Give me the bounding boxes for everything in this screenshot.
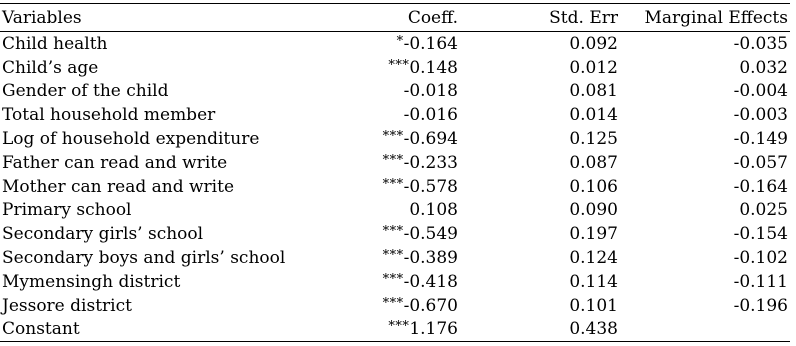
coefficient-cell bbox=[330, 175, 460, 199]
std-err-value: 0.087 bbox=[569, 152, 618, 173]
marginal-effect-value: -0.164 bbox=[733, 176, 788, 197]
significance-stars: *** bbox=[388, 57, 410, 73]
coefficient-cell bbox=[330, 270, 460, 294]
table-row bbox=[0, 246, 790, 270]
regression-results-table bbox=[0, 3, 790, 342]
variable-name: Log of household expenditure bbox=[2, 129, 260, 150]
coefficient-value: 0.148 bbox=[409, 57, 458, 78]
std-err-value: 0.197 bbox=[569, 224, 618, 245]
table-row bbox=[0, 151, 790, 175]
variable-name: Mymensingh district bbox=[2, 271, 181, 292]
coefficient-value: -0.694 bbox=[403, 129, 458, 150]
std-err-value: 0.014 bbox=[569, 105, 618, 126]
table-row bbox=[0, 270, 790, 294]
table-row bbox=[0, 199, 790, 223]
table-row bbox=[0, 103, 790, 127]
marginal-effect-value: -0.004 bbox=[733, 81, 788, 102]
marginal-effect-value bbox=[620, 318, 790, 342]
coefficient-value: -0.389 bbox=[403, 248, 458, 269]
coefficient-value: -0.233 bbox=[403, 152, 458, 173]
marginal-effect-value: 0.025 bbox=[739, 200, 788, 221]
significance-stars: *** bbox=[388, 319, 410, 335]
significance-stars: *** bbox=[382, 129, 404, 145]
significance-stars: *** bbox=[382, 271, 404, 287]
coefficient-value: 0.108 bbox=[409, 200, 458, 221]
variable-name: Child’s age bbox=[2, 57, 99, 78]
std-err-value: 0.114 bbox=[569, 271, 618, 292]
variable-name: Mother can read and write bbox=[2, 176, 235, 197]
std-err-value: 0.438 bbox=[460, 318, 620, 342]
coefficient-value: 1.176 bbox=[409, 319, 458, 340]
std-err-value: 0.101 bbox=[569, 295, 618, 316]
significance-stars: *** bbox=[382, 152, 404, 168]
coefficient-value: -0.670 bbox=[403, 295, 458, 316]
header-std-err: Std. Err bbox=[460, 4, 620, 32]
coefficient-value: -0.549 bbox=[403, 224, 458, 245]
table-header-row bbox=[0, 4, 790, 32]
std-err-value: 0.106 bbox=[569, 176, 618, 197]
std-err-value: 0.124 bbox=[569, 248, 618, 269]
variable-name: Child health bbox=[2, 33, 108, 54]
variable-name: Constant bbox=[0, 318, 330, 342]
variable-name: Jessore district bbox=[2, 295, 132, 316]
coefficient-cell bbox=[330, 80, 460, 104]
marginal-effect-value: -0.196 bbox=[733, 295, 788, 316]
std-err-value: 0.092 bbox=[569, 33, 618, 54]
coefficient-value: -0.018 bbox=[403, 81, 458, 102]
significance-stars: *** bbox=[382, 248, 404, 264]
coefficient-cell bbox=[330, 246, 460, 270]
coefficient-cell bbox=[330, 56, 460, 80]
coefficient-cell bbox=[330, 318, 460, 342]
coefficient-cell bbox=[330, 222, 460, 246]
coefficient-cell bbox=[330, 151, 460, 175]
table-row bbox=[0, 56, 790, 80]
coefficient-cell bbox=[330, 199, 460, 223]
std-err-value: 0.090 bbox=[569, 200, 618, 221]
marginal-effect-value: -0.035 bbox=[733, 33, 788, 54]
std-err-value: 0.012 bbox=[569, 57, 618, 78]
table-row bbox=[0, 175, 790, 199]
coefficient-cell bbox=[330, 294, 460, 318]
significance-stars: *** bbox=[382, 176, 404, 192]
variable-name: Secondary girls’ school bbox=[2, 224, 204, 245]
coefficient-cell bbox=[330, 127, 460, 151]
header-coefficient: Coeff. bbox=[330, 4, 460, 32]
marginal-effect-value: -0.111 bbox=[733, 271, 788, 292]
header-marginal-effects: Marginal Effects bbox=[620, 4, 790, 32]
table-row bbox=[0, 32, 790, 56]
significance-stars: *** bbox=[382, 224, 404, 240]
table-row bbox=[0, 127, 790, 151]
variable-name: Gender of the child bbox=[2, 81, 169, 102]
marginal-effect-value: -0.149 bbox=[733, 129, 788, 150]
coefficient-cell bbox=[330, 32, 460, 56]
variable-name: Primary school bbox=[2, 200, 132, 221]
header-variables: Variables bbox=[0, 4, 330, 32]
marginal-effect-value: -0.057 bbox=[733, 152, 788, 173]
variable-name: Secondary boys and girls’ school bbox=[2, 248, 286, 269]
coefficient-value: -0.164 bbox=[403, 33, 458, 54]
significance-stars: *** bbox=[382, 295, 404, 311]
std-err-value: 0.125 bbox=[569, 129, 618, 150]
table-row bbox=[0, 318, 790, 342]
variable-name: Father can read and write bbox=[2, 152, 228, 173]
marginal-effect-value: -0.102 bbox=[733, 248, 788, 269]
regression-table-container bbox=[0, 3, 790, 342]
coefficient-value: -0.418 bbox=[403, 271, 458, 292]
variable-name: Total household member bbox=[2, 105, 216, 126]
coefficient-value: -0.016 bbox=[403, 105, 458, 126]
coefficient-cell bbox=[330, 103, 460, 127]
table-row bbox=[0, 222, 790, 246]
marginal-effect-value: -0.003 bbox=[733, 105, 788, 126]
table-row bbox=[0, 294, 790, 318]
marginal-effect-value: -0.154 bbox=[733, 224, 788, 245]
table-row bbox=[0, 80, 790, 104]
coefficient-value: -0.578 bbox=[403, 176, 458, 197]
significance-stars: * bbox=[396, 33, 404, 49]
marginal-effect-value: 0.032 bbox=[739, 57, 788, 78]
std-err-value: 0.081 bbox=[569, 81, 618, 102]
